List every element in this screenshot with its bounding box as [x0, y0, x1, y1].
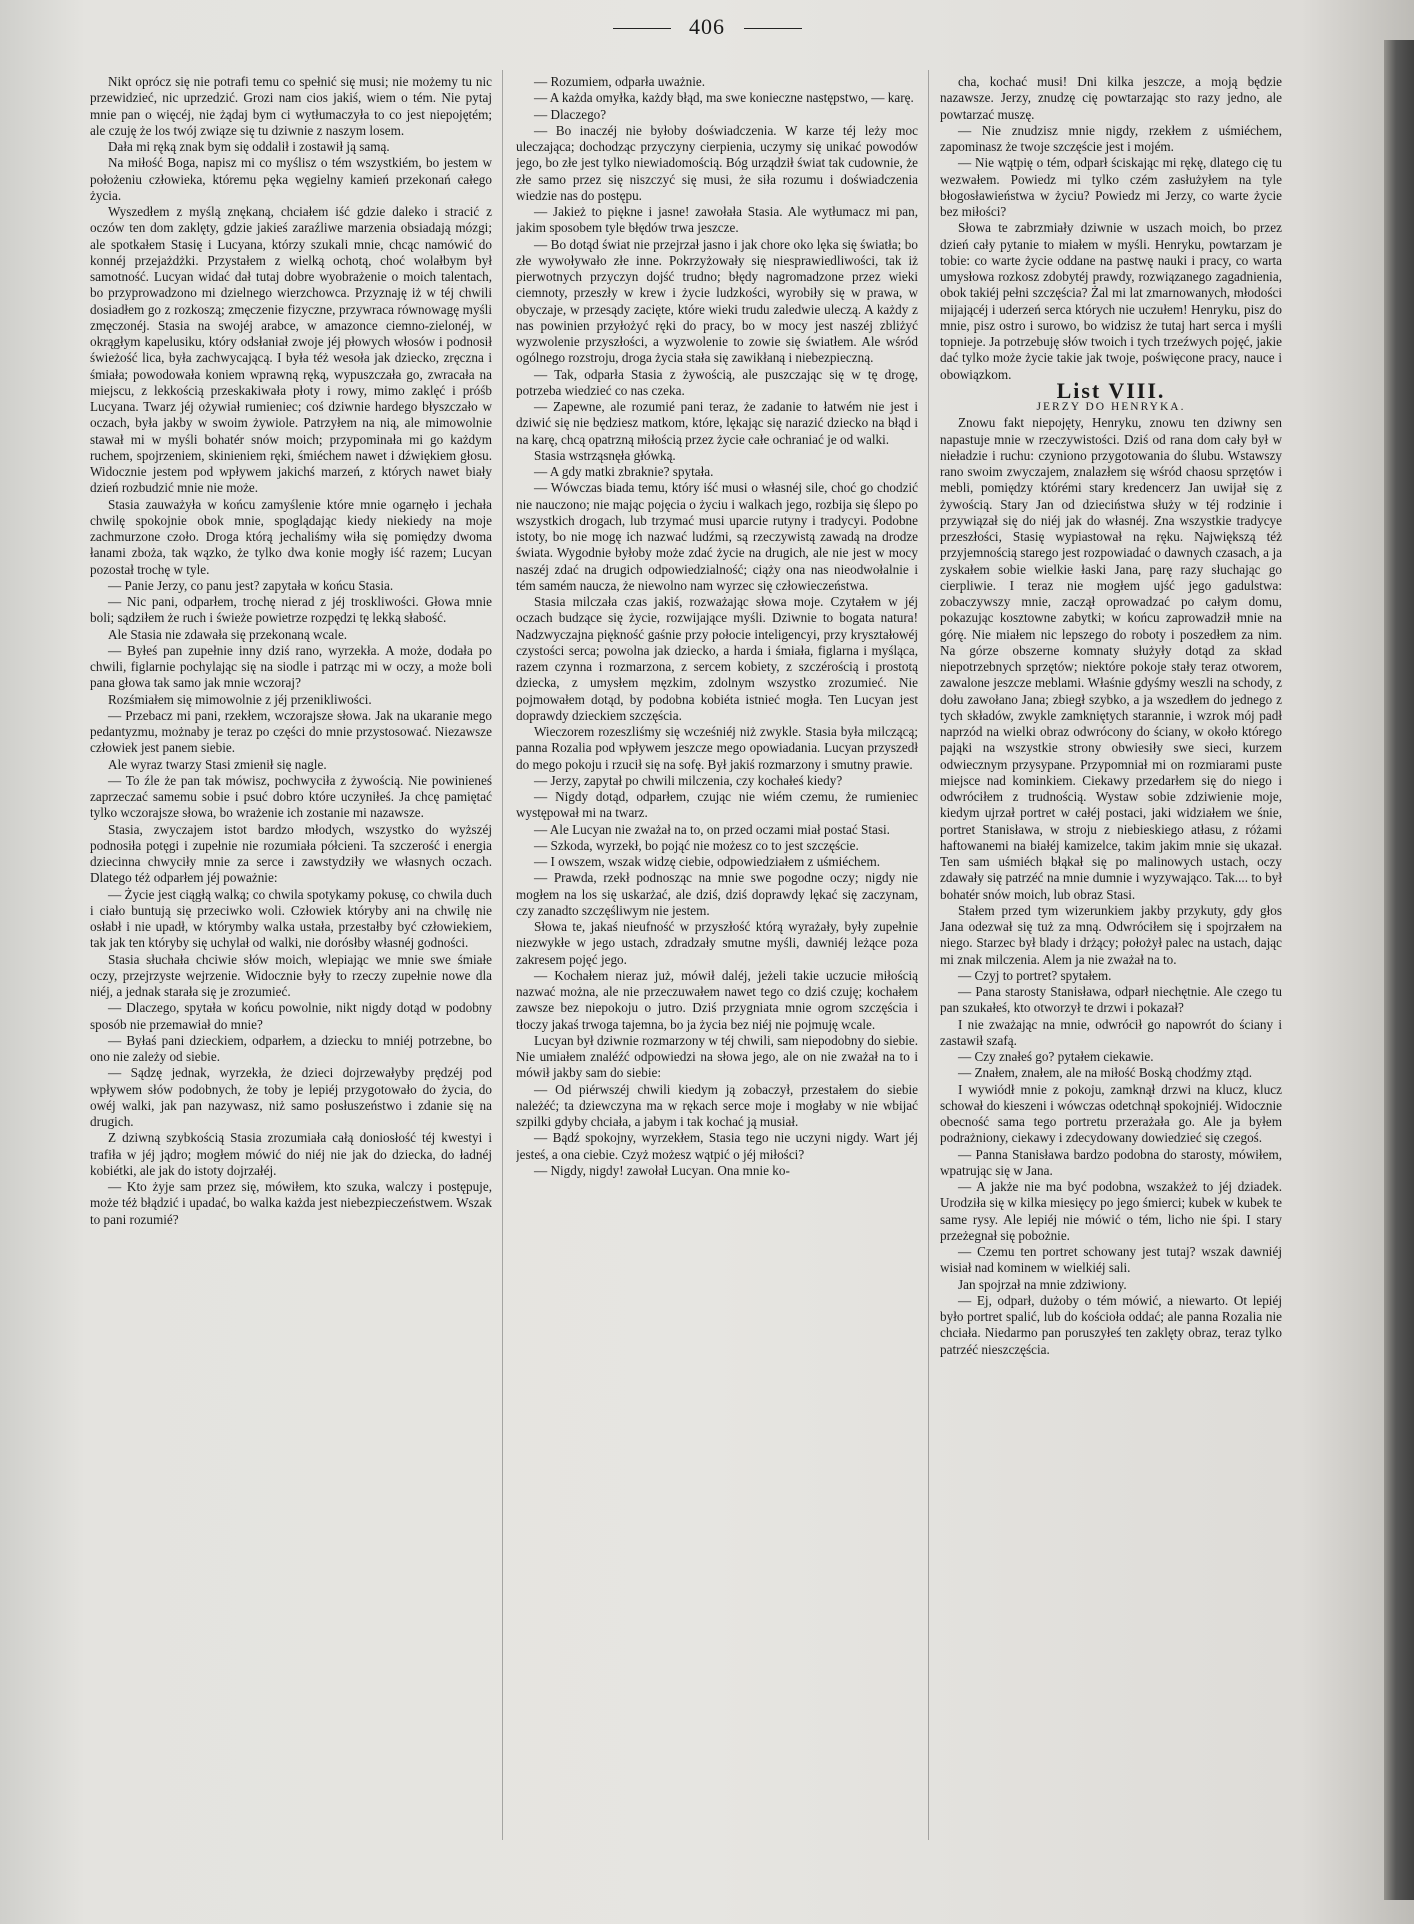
paragraph: Stasia wstrząsnęła główką.	[534, 447, 676, 463]
paragraph: — Byłaś pani dzieckiem, odparłem, a dziecku to mniéj potrzebne, bo ono nie zależy od siebie.	[90, 1032, 492, 1064]
paragraph: — Przebacz mi pani, rzekłem, wczorajsze słowa. Jak na ukaranie mego pedantyzmu, możnaby je teraz po części do mnie przystosować. Niezawsze człowiek jest panem siebie.	[90, 707, 492, 756]
paragraph: — Dlaczego, spytała w końcu powolnie, nikt nigdy dotąd w podobny sposób nie przemawiał do mnie?	[90, 1000, 492, 1032]
paragraph: Jan spojrzał na mnie zdziwiony.	[958, 1276, 1127, 1292]
paragraph: Dała mi ręką znak bym się oddalił i zostawił ją samą.	[108, 139, 390, 154]
text-column-3	[940, 74, 1282, 1912]
paragraph: Wyszedłem z myślą znękaną, chciałem iść gdzie daleko i stracić z oczów ten dom zaklęty, gdzie jakieś zaraźliwe marzenia obsiadają mózgi; ale spotkałem Stasię i Lucyana, którzy szukali mnie, chcąc namówić do konnéj przejażdżki. Przystałem z wielką ochotą, choć wolałbym był samotność. Lucyan widać dał tutaj dobre wyobrażenie o moich talentach, bo przyprowadzono mi dzielnego wierzchowca. Przyznaję iż w téj chwili dosiadłem go z rozkoszą; zmęczenie fizyczne, przywraca równowagę myśli zmęczonéj. Stasia na swojéj arabce, w amazonce ciemno-zielonéj, w okrągłym kapelusiku, który odsłaniał zwoje jéj płowych włosów i podnosił świeżość lica, była zachwycającą. I była téż wesoła jak dziecko, zręczna i śmiała; powodowała koniem wprawną ręką, wypuszczała go, zwracała na miejscu, z lekkością przeskakiwała płoty i rowy, mimo zaklęć i próśb Lucyana. Twarz jéj ożywiał rumieniec; coś dziwnie hardego błyszczało w oczach, była jakby w swoim żywiole. Patrzyłem na nią, ale mimowolnie stawał mi w myśli bohatér snów moich; przypominała mi go każdym ruchem, spojrzeniem, skinieniem ręki, śmiéchem nawet i dźwiękiem głosu. Widocznie jestem pod wpływem jakichś marzeń, z których nawet biały dzień rozbudzić mnie nie może.	[90, 204, 492, 496]
paragraph: — Dlaczego?	[534, 106, 607, 122]
paragraph: — Bo inaczéj nie byłoby doświadczenia. W karze téj leży moc uleczająca; dochodząc przyczyny cierpienia, uczymy się unikać powodów jego, bo złe jest tylko niewiadomością. Bóg urządził świat tak cudownie, że złe samo przez się niszczyć się musi, że siła rozumu i doświadczenia wiedzie nas do postępu.	[516, 122, 918, 203]
paragraph: — Życie jest ciągłą walką; co chwila spotykamy pokusę, co chwila duch i ciało buntują się przeciwko woli. Człowiek któryby ani na chwilę nie osłabł i nie upadł, w którymby walka ustała, przestałby być człowiekiem, tak jak ten któryby się uchylał od walki, nie dorósłby własnéj godności.	[90, 886, 492, 951]
paragraph: Rozśmiałem się mimowolnie z jéj przenikliwości.	[108, 691, 372, 707]
paragraph: — A gdy matki zbraknie? spytała.	[534, 464, 714, 479]
page-header	[0, 14, 1414, 40]
paragraph: — Od piérwszéj chwili kiedym ją zobaczył, przestałem do siebie należéć; ta dziewczyna ma w rękach serce moje i mogłaby w nie wbijać szpilki gdyby chciała, a jabym i tak kochać ją musiał.	[516, 1081, 918, 1129]
paragraph: Słowa te, jakaś nieufność w przyszłość którą wyrażały, były zupełnie niezwykłe w jego ustach, zdradzały smutne myśli, dawniéj leżące poza zakresem pojęć jego.	[516, 919, 918, 967]
binding-edge	[1384, 40, 1414, 1900]
paragraph: — Nic pani, odparłem, trochę nierad z jéj troskliwości. Głowa mnie boli; sądziłem że ruch i świeże powietrze rozpędzi tę lekką słabość.	[90, 594, 492, 626]
paragraph: Z dziwną szybkością Stasia zrozumiała całą doniosłość téj kwestyi i trafiła w jéj jądro; mogłem mówić do niéj nie jak do dziecka, do ładnéj kobiétki, ale jak do istoty dojrzałéj.	[90, 1130, 492, 1178]
paragraph: Nikt oprócz się nie potrafi temu co spełnić się musi; nie możemy tu nic przewidzieć, nic uprzedzić. Grozi nam cios jakiś, wiem o tém. Nie pytaj mnie pan o więcéj, nie żądaj bym ci wytłumaczyła to co jest niepojętém; ale czuję że los twój związe się tu dziwnie z naszym losem.	[90, 74, 492, 138]
chapter-title: List VIII.	[1056, 377, 1166, 403]
paragraph: — Wówczas biada temu, który iść musi o własnéj sile, choć go chodzić nie nauczono; nie mając pojęcia o życiu i walkach jego, rozbija się ślepo po wszystkich drogach, lub trzymać musi uparcie rutyny i tradycyi. Podobne istoty, bo nie mogę ich nazwać ludźmi, są rzeczywistą zawadą na drodze świata. Wygodnie byłoby może zdać życie na drugich, ale nie jest w mocy naszéj zdać na drugich odpowiedzialność; ciąży ona nas nieodwołalnie i tém samém naucza, że niewolno nam wyrzec się człowieczeństwa.	[516, 480, 918, 593]
paragraph: I nie zważając na mnie, odwrócił go napowrót do ściany i zastawił szafą.	[940, 1016, 1282, 1048]
chapter-subtitle: JERZY DO HENRYKA.	[1036, 401, 1186, 413]
paragraph: — Szkoda, wyrzekł, bo pojąć nie możesz co to jest szczęście.	[534, 837, 859, 853]
paragraph: — A każda omyłka, każdy błąd, ma swe konieczne następstwo, — karę.	[534, 90, 914, 106]
paragraph: Wieczorem rozeszliśmy się wcześniéj niż zwykle. Stasia była milczącą; panna Rozalia pod wpływem jeszcze mego opowiadania. Lucyan przyszedł do mego pokoju i rzucił się na sofę. Był jakiś rozmarzony i smutny prawie.	[516, 724, 918, 772]
paragraph: — A jakże nie ma być podobna, wszakżeż to jéj dziadek. Urodziła się w kilka miesięcy po jego śmierci; kubek w kubek te same rysy. Ale lepiéj nie mówić o tém, licho nie śpi. I stary przeżegnał się pobożnie.	[940, 1179, 1282, 1243]
paragraph: — Zapewne, ale rozumié pani teraz, że zadanie to łatwém nie jest i dziwić się nie będziesz matkom, które, lękając się narazić dziecko na błąd i na karę, chcą opatrzną miłością przez życie całe ochraniać je od walki.	[516, 399, 918, 447]
paragraph: — Panna Stanisława bardzo podobna do starosty, mówiłem, wpatrując się w Jana.	[940, 1146, 1282, 1178]
paragraph: Lucyan był dziwnie rozmarzony w téj chwili, sam niepodobny do siebie. Nie umiałem znaléźć odpowiedzi na słowa jego, ale on nie zważał na to i mówił jakby sam do siebie:	[516, 1032, 918, 1081]
paragraph: — Rozumiem, odparła uważnie.	[534, 74, 706, 89]
column-divider	[928, 70, 929, 1840]
paragraph: Stasia słuchała chciwie słów moich, wlepiając we mnie swe śmiałe oczy, przejrzyste wejrzenie. Widocznie były to rzeczy zupełnie nowe dla niéj, a jednak starała się je zrozumieć.	[90, 951, 492, 999]
paragraph: — Nie znudzisz mnie nigdy, rzekłem z uśmiéchem, zapominasz że twoje szczęście jest i mojém.	[940, 122, 1282, 154]
column-3-continuation	[940, 74, 1282, 383]
paragraph: — Czy znałeś go? pytałem ciekawie.	[958, 1049, 1154, 1064]
paragraph: I wywiódł mnie z pokoju, zamknął drzwi na klucz, klucz schował do kieszeni i wówczas odetchnął spokojniéj. Widocznie obecność sama tego portretu przerażała go. Ale ja byłem podrażniony, ciekawy i zdecydowany dowiedzieć się czegoś.	[940, 1081, 1282, 1146]
paragraph: — Kto żyje sam przez się, mówiłem, kto szuka, walczy i postępuje, może téż błądzić i upadać, bo walka każda jest niebezpieczeństwem. Wszak to pani rozumié?	[90, 1179, 492, 1227]
paragraph: Ale Stasia nie zdawała się przekonaną wcale.	[108, 626, 348, 642]
header-rule-right	[744, 28, 802, 29]
paragraph: — Bo dotąd świat nie przejrzał jasno i jak chore oko lęka się światła; bo złe wywoływało złe inne. Pokrzyżowały się niesprawiedliwości, tak iż pierwotnych przyczyn dojść trudno; błędy nagromadzone przez wieki ciemnoty, przeszły w krew i życie ludzkości, wyrobiły się w prawa, w obyczaje, w przesądy zacięte, które wieki trudu zaledwie uleczą. A każdy z nas powinien przyłożyć ręki do pracy, bo w mocy jest naszéj zbliżyć wyzwolenie przyszłości, a wyzwolenie to zowie się światłem. Ale wśród ogólnego rozstroju, droga życia stała się zawikłaną i niebezpieczną.	[516, 236, 918, 366]
paragraph: — Ej, odparł, dużoby o tém mówić, a niewarto. Ot lepiéj było portret spalić, lub do kościoła oddać; ale panna Rozalia nie chciała. Niedarmo pan poruszyłeś ten zaklęty obraz, teraz tylko patrzéć nieszczęścia.	[940, 1292, 1282, 1357]
paragraph: — Nie wątpię o tém, odparł ściskając mi rękę, dlatego cię tu wezwałem. Powiedz mi tylko czém zasłużyłem na tyle błogosławieństwa w życiu? Powiedz mi Jerzy, co warte życie bez miłości?	[940, 155, 1282, 219]
paragraph: Stasia milczała czas jakiś, rozważając słowa moje. Czytałem w jéj oczach budzące się życie, rozwijające myśli. Dziwnie to bogata natura! Nadzwyczajna piękność gaśnie przy połocie inteligencyi, przy kryształowéj czystości serca; powolna jak dziecko, a harda i śmiała, figlarna i myśląca, razem czynna i rozmarzona, z sercem kobiety, z szczérością i prostotą dziecka, z umysłem męzkim, zdolnym wszystko zrozumieć. Nie pojmowałem dotąd, by podobna kobiéta istnieć mogła. Ten Lucyan jest doprawdy dzieckiem szczęścia.	[516, 594, 918, 723]
paragraph: Stasia zauważyła w końcu zamyślenie które mnie ogarnęło i jechała chwilę spokojnie obok mnie, spoglądając kiedy niekiedy na moje zachmurzone czoło. Droga którą jechaliśmy wiła się pomiędzy dwoma łanami zboża, tak wązko, że tylko dwa konie mogły iść razem; Lucyan pozostał trochę w tyle.	[90, 496, 492, 577]
paragraph: — Jerzy, zapytał po chwili milczenia, czy kochałeś kiedy?	[534, 772, 843, 788]
column-3-letter-body	[940, 415, 1282, 1358]
paragraph: Słowa te zabrzmiały dziwnie w uszach moich, bo przez dzień cały pytanie to miałem w myśli. Henryku, powtarzam je tobie: co warte życie oddane na pastwę nauki i pracy, co warta umysłowa rozkosz zdobytéj prawdy, rozwiązanego zagadnienia, obok takiéj pełni szczęścia? Żal mi lat zmarnowanych, młodości mijającéj i uderzeń serca których nie uczułem! Henryku, pisz do mnie, pisz ostro i surowo, bo widzisz że tutaj hart serca i myśli topnieje. Ja potrzebuję słów twoich i tych trzeźwych pojęć, jakie dać tylko może życie takie jak twoje, poświęcone pracy, nauce i obowiązkom.	[940, 220, 1282, 382]
paragraph: cha, kochać musi! Dni kilka jeszcze, a moją będzie nazawsze. Jerzy, znudzę cię powtarzając sto razy jedno, ale powtarzać muszę.	[940, 74, 1282, 122]
paragraph: Na miłość Boga, napisz mi co myślisz o tém wszystkiém, bo jestem w położeniu człowieka, któremu pęka węgielny kamień przekonań całego życia.	[90, 155, 492, 203]
paragraph: — Nigdy dotąd, odparłem, czując nie wiém czemu, że rumieniec występował mi na twarz.	[516, 789, 918, 821]
page-number: 406	[689, 14, 725, 39]
text-column-2	[516, 74, 918, 1912]
paragraph: — Jakież to piękne i jasne! zawołała Stasia. Ale wytłumacz mi pan, jakim sposobem tyle błędów trwa jeszcze.	[516, 204, 918, 236]
paragraph: — To źle że pan tak mówisz, pochwyciła z żywością. Nie powinieneś zaprzeczać samemu sobie i psuć dobro które uczyniłeś. Ja chcę pamiętać tylko wczorajsze słowa, bo wrażenie ich zostanie mi nazawsze.	[90, 772, 492, 821]
header-rule-left	[613, 28, 671, 29]
paragraph: — Byłeś pan zupełnie inny dziś rano, wyrzekła. A może, dodała po chwili, figlarnie pochylając się na siodle i patrząc mi w oczy, a może boli pana głowa tak samo jak mnie wczoraj?	[90, 642, 492, 691]
text-column-1	[90, 74, 492, 1912]
column-divider	[502, 70, 503, 1840]
paragraph: Znowu fakt niepojęty, Henryku, znowu ten dziwny sen napastuje mnie w rzeczywistości. Dziś od rana dom cały był w nieładzie i ruchu: czyniono przygotowania do ślubu. Wstawszy rano swoim zwyczajem, znalazłem się wśród chaosu sprzętów i mebli, pomiędzy którémi stary kredencerz Jan uwijał się z żywością. Stary Jan od dzieciństwa służy w téj rodzinie i przywiązał się do niéj jak do własnéj. Zna wszystkie tradycye przeszłości, Stasię wypiastował na ręku. Największą téż przyjemnością starego jest rozpowiadać o dawnych czasach, a ja zyskałem sobie wielkie łaski Jana, parę razy słuchając go cierpliwie. I teraz nie mogłem ujść jego gadulstwa: zobaczywszy mnie, zaczął oprowadzać po całym domu, pokazując kosztowne zabytki; w końcu zaprowadził mnie na górę. Nie miałem nic lepszego do roboty i poszedłem za nim. Na górze obszerne komnaty służyły dotąd za skład niepotrzebnych sprzętów; niektóre pokoje stały teraz otworem, zawalone jeszcze meblami. Właśnie gdyśmy weszli na schody, z dołu zawołano Jana; zbiegł szybko, a ja wszedłem do jednego z tych składów, zwykle zamkniętych starannie, i wzrok mój padł naprzód na wielki obraz odwrócony do ściany, w około którego pająki na wszystkie strony obwiesiły swe sieci, kurzem odwiecznym przysypane. Przypomniał mi on rozmiarami puste miejsce nad kominkiem. Ciekawy przedarłem się do niego i odwróciłem z trudnością. Wystaw sobie zdziwienie moje, kiedym ujrzał portret w całéj postaci, jaki widziałem we śnie, portret Stanisława, w stroju z niebieskiego atłasu, z różami haftowanemi na białéj kamizelce, takim jakim mnie się ukazał. Ten sam uśmiéch błąkał się po malinowych ustach, oczy zdawały się patrzéć na mnie dumnie i wyzywająco. Tak.... to był bohatér snów moich, lub obraz Stasi.	[940, 415, 1282, 902]
paragraph: Ale wyraz twarzy Stasi zmienił się nagle.	[108, 756, 327, 772]
paragraph: Stałem przed tym wizerunkiem jakby przykuty, gdy głos Jana odezwał się tuż za mną. Odwróciłem się i spojrzałem na niego. Starzec był blady i drżący; położył palec na ustach, dając mi znak milczenia. Alem ja nie zważał na to.	[940, 902, 1282, 967]
paragraph: — Sądzę jednak, wyrzekła, że dzieci dojrzewałyby prędzéj pod wpływem słów podobnych, że toby je lepiéj przygotowało do życia, do owéj walki, jak pan nazywasz, niż samo posłuszeństwo i zdanie się na drugich.	[90, 1065, 492, 1129]
paragraph: Stasia, zwyczajem istot bardzo młodych, wszystko do wyższéj podnosiła potęgi i zupełnie nie rozumiała półcieni. Ta szczerość i energia dziecinna chwyciły mnie za serce i zawstydziły we własnych oczach. Dlatego téż odparłem jéj poważnie:	[90, 821, 492, 886]
paragraph: — Pana starosty Stanisława, odparł niechętnie. Ale czego tu pan szukałeś, kto otworzył te drzwi i pokazał?	[940, 984, 1282, 1016]
paragraph: — Panie Jerzy, co panu jest? zapytała w końcu Stasia.	[108, 577, 394, 593]
paragraph: — Nigdy, nigdy! zawołał Lucyan. Ona mnie ko-	[534, 1162, 790, 1178]
paragraph: — I owszem, wszak widzę ciebie, odpowiedziałem z uśmiéchem.	[534, 854, 881, 869]
paragraph: — Kochałem nieraz już, mówił daléj, jeżeli takie uczucie miłością nazwać można, ale nie przeczuwałem nawet tego co dziś czuję; kochałem zawsze bez niepokoju o jutro. Dziś przygniata mnie ogrom szczęścia i tłoczy jakaś trwoga tajemna, bo ja życia bez niéj nie pojmuję wcale.	[516, 967, 918, 1032]
paragraph: — Znałem, znałem, ale na miłość Boską chodźmy ztąd.	[958, 1065, 1253, 1081]
paragraph: — Bądź spokojny, wyrzekłem, Stasia tego nie uczyni nigdy. Wart jéj jesteś, a ona ciebie. Czyż możesz wątpić o jéj miłości?	[516, 1130, 918, 1162]
paragraph: — Tak, odparła Stasia z żywością, ale puszczając się w tę drogę, potrzeba wiedzieć co nas czeka.	[516, 366, 918, 398]
paragraph: — Czyj to portret? spytałem.	[958, 967, 1112, 983]
paragraph: — Ale Lucyan nie zważał na to, on przed oczami miał postać Stasi.	[534, 821, 890, 837]
paragraph: — Prawda, rzekł podnosząc na mnie swe pogodne oczy; nigdy nie mogłem na los się uskarżać, ale dziś, dziś doprawdy lękać się zaczynam, czy zanadto szczęśliwym nie jestem.	[516, 870, 918, 918]
paragraph: — Czemu ten portret schowany jest tutaj? wszak dawniéj wisiał nad kominem w wielkiéj sali.	[940, 1244, 1282, 1276]
